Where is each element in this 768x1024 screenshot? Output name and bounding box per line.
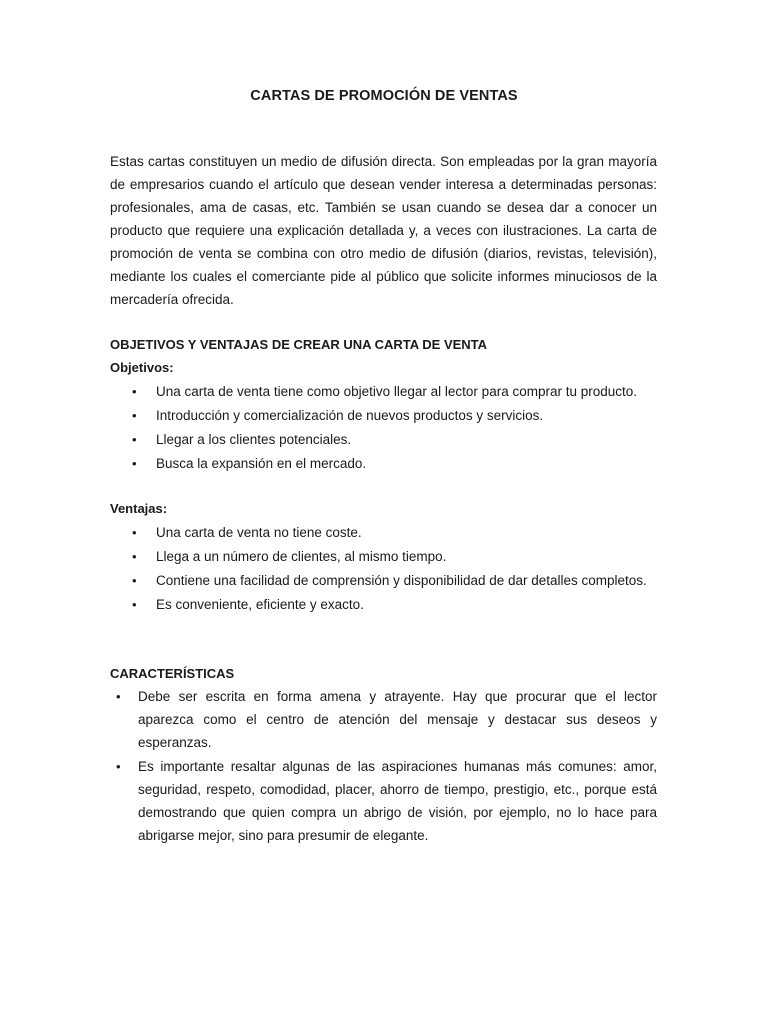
bullet-icon: • — [132, 456, 137, 471]
objetivos-list — [132, 380, 657, 476]
bullet-icon: • — [132, 384, 137, 399]
list-item — [132, 545, 657, 568]
bullet-icon: • — [132, 525, 137, 540]
list-item-text: Una carta de venta no tiene coste. — [156, 525, 362, 540]
list-item-text: Es importante resaltar algunas de las aspiraciones humanas más comunes: amor, seguridad, respeto, comodidad, placer, ahorro de tiempo, prestigio, etc., porque está demostrando que quien compra un abrigo de visión, por ejemplo, no lo hace para abrigarse mejor, sino para presumir de elegante. — [138, 759, 657, 843]
document-title: CARTAS DE PROMOCIÓN DE VENTAS — [250, 88, 518, 104]
list-item — [132, 521, 657, 544]
list-item-text: Es conveniente, eficiente y exacto. — [156, 597, 364, 612]
bullet-icon: • — [132, 573, 137, 588]
list-item — [116, 685, 657, 754]
list-item — [132, 569, 657, 592]
list-item-text: Una carta de venta tiene como objetivo llegar al lector para comprar tu producto. — [156, 384, 638, 399]
bullet-icon: • — [132, 408, 137, 423]
list-item — [132, 380, 657, 403]
list-item-text: Introducción y comercialización de nuevos productos y servicios. — [156, 408, 544, 423]
list-item — [132, 428, 657, 451]
list-item-text: Busca la expansión en el mercado. — [156, 456, 367, 471]
objetivos-heading: Objetivos: — [110, 360, 174, 375]
bullet-icon: • — [132, 549, 137, 564]
bullet-icon: • — [132, 597, 137, 612]
list-item-text: Debe ser escrita en forma amena y atrayente. Hay que procurar que el lector aparezca como el centro de atención del mensaje y destacar sus deseos y esperanzas. — [138, 689, 657, 750]
section-heading-objetivos-ventajas: OBJETIVOS Y VENTAJAS DE CREAR UNA CARTA DE VENTA — [110, 337, 488, 352]
caracteristicas-heading: CARACTERÍSTICAS — [110, 666, 235, 681]
list-item — [132, 452, 657, 475]
bullet-icon: • — [132, 432, 137, 447]
list-item-text: Llegar a los clientes potenciales. — [156, 432, 352, 447]
list-item-text: Llega a un número de clientes, al mismo tiempo. — [156, 549, 447, 564]
ventajas-heading: Ventajas: — [110, 501, 168, 516]
intro-paragraph: Estas cartas constituyen un medio de difusión directa. Son empleadas por la gran mayoría de empresarios cuando el artículo que desean vender interesa a determinadas personas: profesionales, ama de casas, etc. También se usan cuando se desea dar a conocer un producto que requiere una explicación detallada y, a veces con ilustraciones. La carta de promoción de venta se combina con otro medio de difusión (diarios, revistas, televisión), mediante los cuales el comerciante pide al público que solicite informes minuciosos de la mercadería ofrecida. — [110, 154, 657, 307]
list-item — [132, 404, 657, 427]
ventajas-list — [132, 521, 657, 617]
caracteristicas-list — [116, 685, 657, 848]
list-item-text: Contiene una facilidad de comprensión y disponibilidad de dar detalles completos. — [156, 573, 647, 588]
bullet-icon: • — [116, 689, 121, 704]
list-item — [116, 755, 657, 847]
bullet-icon: • — [116, 759, 121, 774]
list-item — [132, 593, 657, 616]
